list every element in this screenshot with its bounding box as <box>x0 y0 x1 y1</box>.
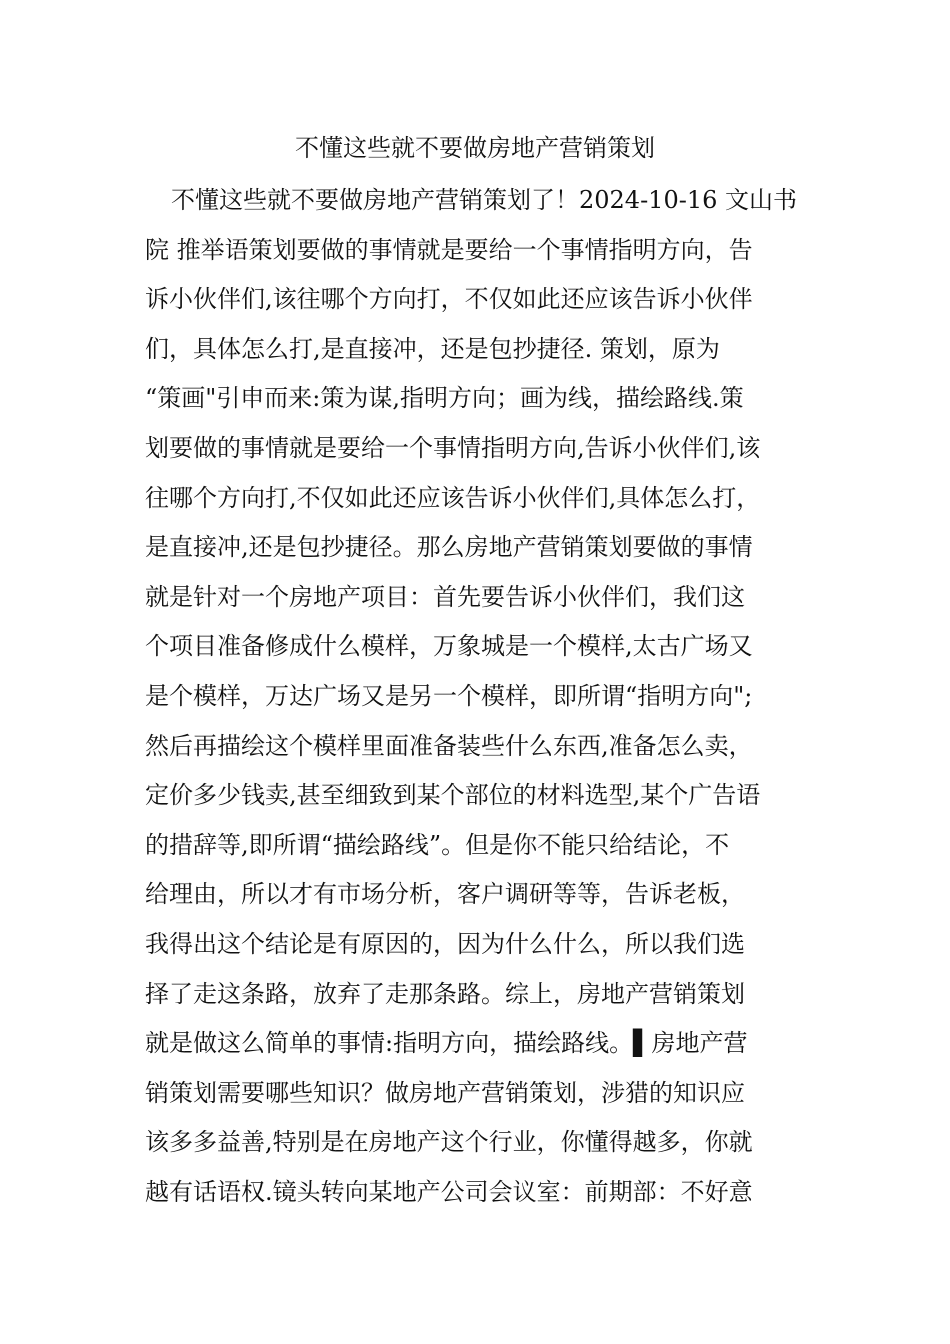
text-line: 销策划需要哪些知识？做房地产营销策划，涉猎的知识应 <box>145 1078 745 1107</box>
text-line: 定价多少钱卖,甚至细致到某个部位的材料选型,某个广告语 <box>145 781 761 810</box>
text-line: 不懂这些就不要做房地产营销策划了！2024-10-16 文山书 <box>171 186 798 214</box>
text-line: 划要做的事情就是要给一个事情指明方向,告诉小伙伴们,该 <box>145 433 761 462</box>
text-line: 个项目准备修成什么模样，万象城是一个模样,太古广场又 <box>145 632 753 661</box>
text-line: 往哪个方向打,不仅如此还应该告诉小伙伴们,具体怎么打， <box>145 483 761 512</box>
document-body <box>145 176 805 1217</box>
text-line: 该多多益善,特别是在房地产这个行业，你懂得越多，你就 <box>145 1128 753 1157</box>
text-line: 越有话语权.镜头转向某地产公司会议室：前期部：不好意 <box>145 1177 753 1206</box>
text-line: 然后再描绘这个模样里面准备装些什么东西,准备怎么卖， <box>145 731 753 760</box>
text-line: 诉小伙伴们,该往哪个方向打，不仅如此还应该告诉小伙伴 <box>145 285 753 314</box>
text-line: “策画"引申而来:策为谋,指明方向；画为线，描绘路线.策 <box>145 384 744 413</box>
document-title: 不懂这些就不要做房地产营销策划 <box>295 134 655 162</box>
text-line: 择了走这条路，放弃了走那条路。综上，房地产营销策划 <box>145 979 745 1008</box>
text-line: 们，具体怎么打,是直接冲，还是包抄捷径. 策划，原为 <box>145 334 720 363</box>
text-line: 我得出这个结论是有原因的，因为什么什么，所以我们选 <box>145 929 745 958</box>
text-line: 的措辞等,即所谓“描绘路线”。但是你不能只给结论，不 <box>145 830 730 859</box>
text-line: 是直接冲,还是包抄捷径。那么房地产营销策划要做的事情 <box>145 533 753 562</box>
text-line: 给理由，所以才有市场分析，客户调研等等，告诉老板， <box>145 880 745 909</box>
text-line: 就是做这么简单的事情:指明方向，描绘路线。▌房地产营 <box>145 1029 748 1058</box>
text-line: 是个模样，万达广场又是另一个模样，即所谓“指明方向"; <box>145 681 753 710</box>
text-line: 就是针对一个房地产项目：首先要告诉小伙伴们，我们这 <box>145 582 745 611</box>
text-line: 院 推举语策划要做的事情就是要给一个事情指明方向，告 <box>145 235 753 264</box>
